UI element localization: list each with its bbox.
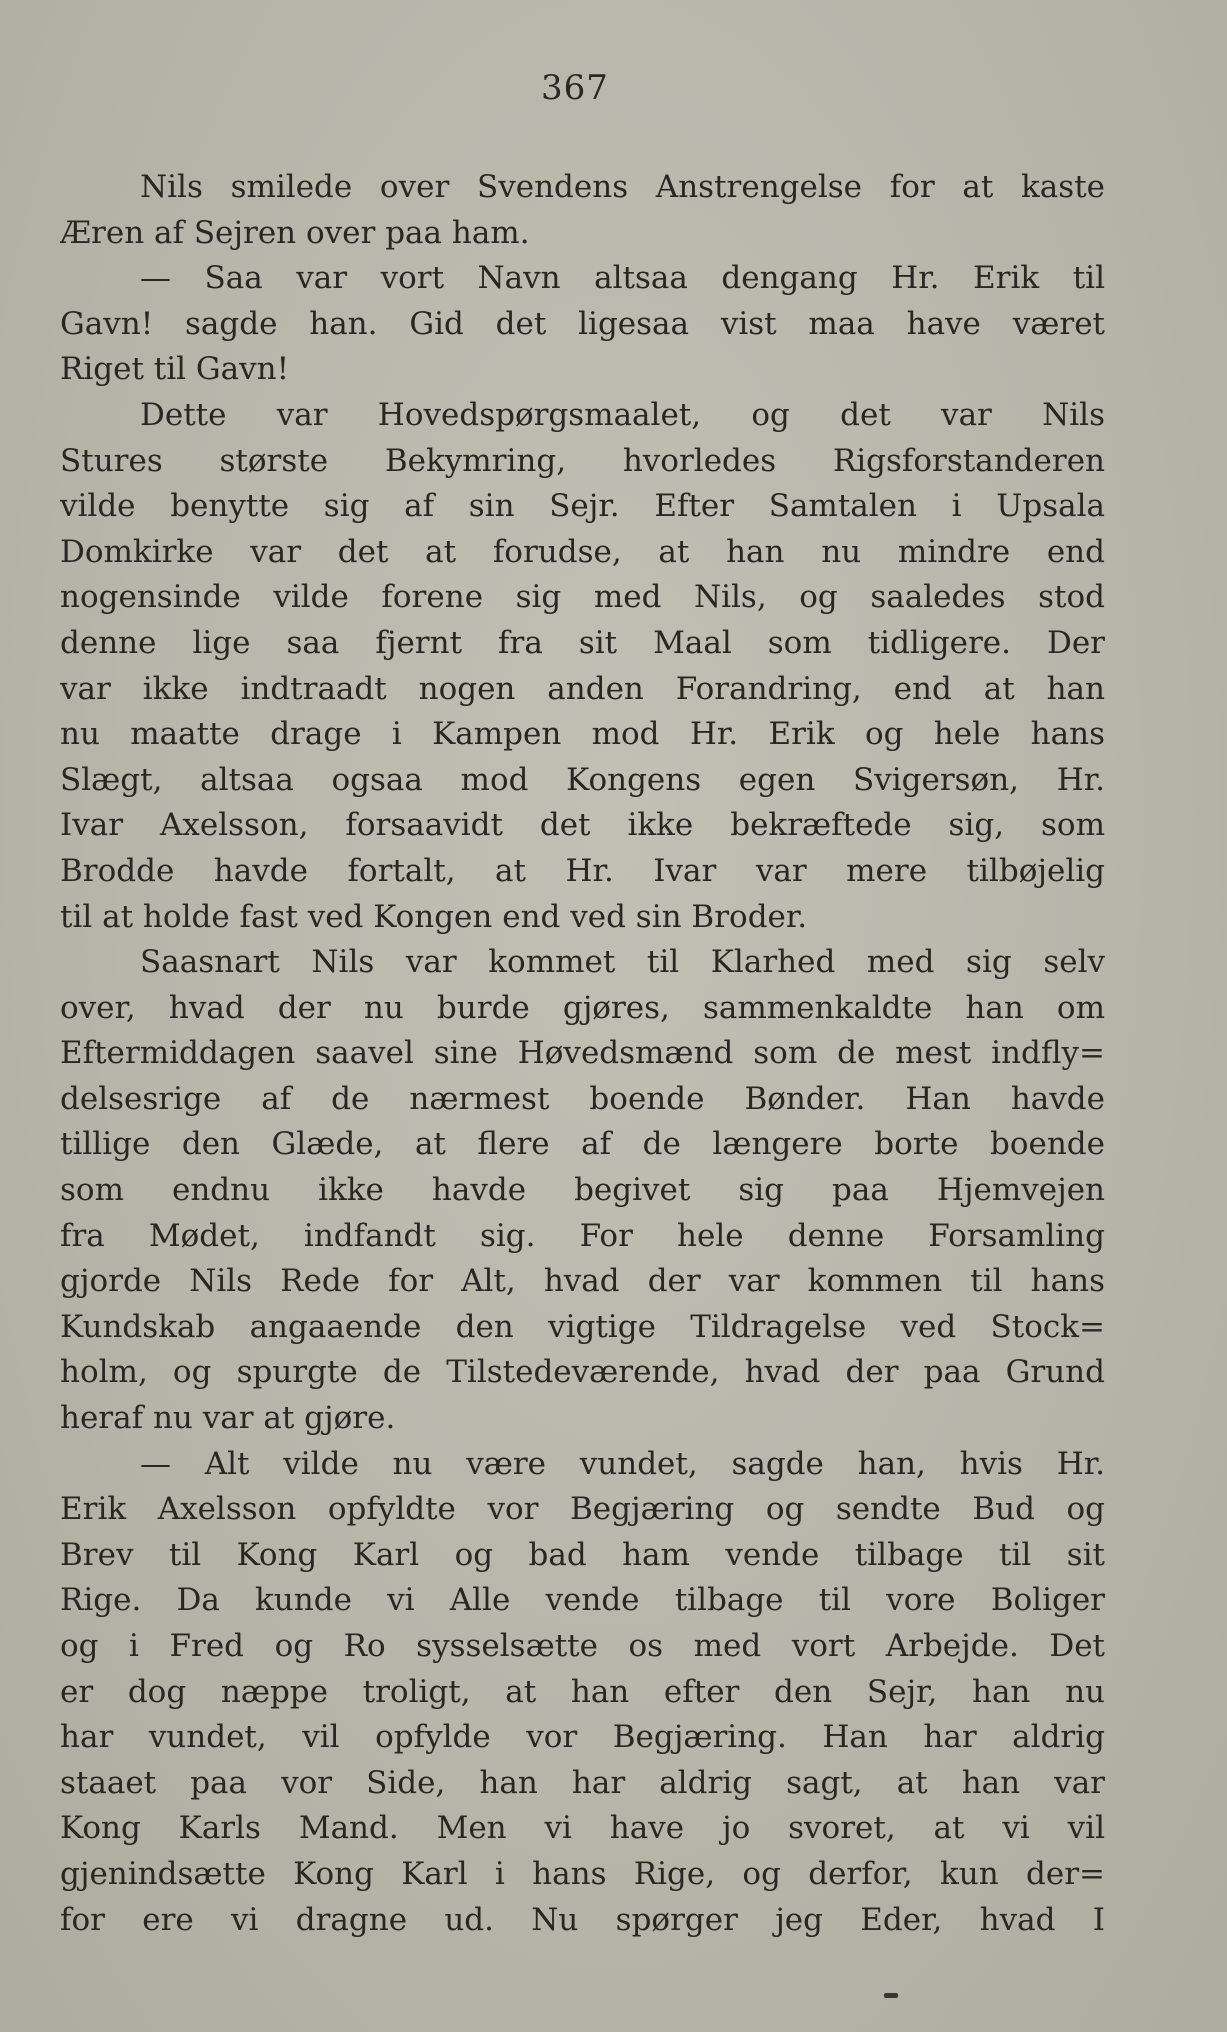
- text-line: gjorde Nils Rede for Alt, hvad der var kommen til hans: [60, 1263, 1105, 1300]
- text-line: — Saa var vort Navn altsaa dengang Hr. Erik til: [140, 260, 1105, 297]
- body-text: [60, 165, 1105, 1943]
- text-line: Slægt, altsaa ogsaa mod Kongens egen Svigersøn, Hr.: [60, 761, 1105, 798]
- text-line: Domkirke var det at forudse, at han nu mindre end: [60, 533, 1105, 570]
- text-line: Kong Karls Mand. Men vi have jo svoret, at vi vil: [60, 1810, 1105, 1847]
- text-line: til at holde fast ved Kongen end ved sin Broder.: [60, 898, 808, 935]
- text-line: var ikke indtraadt nogen anden Forandring, end at han: [60, 670, 1105, 707]
- text-line: heraf nu var at gjøre.: [60, 1400, 396, 1437]
- text-line: Stures største Bekymring, hvorledes Rigsforstanderen: [60, 442, 1105, 479]
- text-line: som endnu ikke havde begivet sig paa Hjemvejen: [60, 1172, 1105, 1209]
- text-line: Gavn! sagde han. Gid det ligesaa vist maa have været: [60, 305, 1105, 342]
- text-line: denne lige saa fjernt fra sit Maal som tidligere. Der: [60, 624, 1105, 661]
- text-line: Brodde havde fortalt, at Hr. Ivar var mere tilbøjelig: [60, 852, 1105, 889]
- text-line: Dette var Hovedspørgsmaalet, og det var Nils: [140, 396, 1105, 433]
- text-line: gjenindsætte Kong Karl i hans Rige, og derfor, kun der=: [60, 1855, 1105, 1892]
- text-line: fra Mødet, indfandt sig. For hele denne Forsamling: [60, 1217, 1105, 1254]
- text-line: staaet paa vor Side, han har aldrig sagt, at han var: [60, 1764, 1105, 1801]
- text-line: nogensinde vilde forene sig med Nils, og saaledes stod: [60, 579, 1105, 616]
- text-line: har vundet, vil opfylde vor Begjæring. Han har aldrig: [60, 1719, 1105, 1756]
- text-line: Erik Axelsson opfyldte vor Begjæring og sendte Bud og: [60, 1491, 1105, 1528]
- text-line: og i Fred og Ro sysselsætte os med vort Arbejde. Det: [60, 1628, 1105, 1664]
- text-line: Æren af Sejren over paa ham.: [60, 214, 530, 251]
- text-line: Rige. Da kunde vi Alle vende tilbage til vore Boliger: [60, 1582, 1105, 1619]
- text-line: Eftermiddagen saavel sine Høvedsmænd som de mest indfly=: [60, 1035, 1105, 1072]
- text-line: delsesrige af de nærmest boende Bønder. Han havde: [60, 1080, 1105, 1117]
- text-line: nu maatte drage i Kampen mod Hr. Erik og hele hans: [60, 716, 1105, 753]
- text-line: Kundskab angaaende den vigtige Tildragelse ved Stock=: [60, 1308, 1105, 1345]
- text-line: over, hvad der nu burde gjøres, sammenkaldte han om: [60, 989, 1105, 1026]
- text-line: — Alt vilde nu være vundet, sagde han, hvis Hr.: [140, 1445, 1105, 1482]
- text-line: tillige den Glæde, at flere af de længere borte boende: [60, 1126, 1105, 1163]
- text-line: Brev til Kong Karl og bad ham vende tilbage til sit: [60, 1536, 1105, 1573]
- page-number: 367: [541, 68, 609, 108]
- text-line: Nils smilede over Svendens Anstrengelse for at kaste: [140, 169, 1105, 205]
- print-mark: [884, 1993, 898, 1998]
- text-line: Riget til Gavn!: [60, 351, 290, 388]
- text-line: for ere vi dragne ud. Nu spørger jeg Eder, hvad I: [60, 1901, 1105, 1938]
- text-line: Ivar Axelsson, forsaavidt det ikke bekræftede sig, som: [60, 807, 1105, 844]
- text-line: Saasnart Nils var kommet til Klarhed med sig selv: [140, 944, 1105, 981]
- text-line: er dog næppe troligt, at han efter den Sejr, han nu: [60, 1673, 1105, 1710]
- text-line: vilde benytte sig af sin Sejr. Efter Samtalen i Upsala: [60, 488, 1105, 525]
- text-line: holm, og spurgte de Tilstedeværende, hvad der paa Grund: [60, 1354, 1105, 1391]
